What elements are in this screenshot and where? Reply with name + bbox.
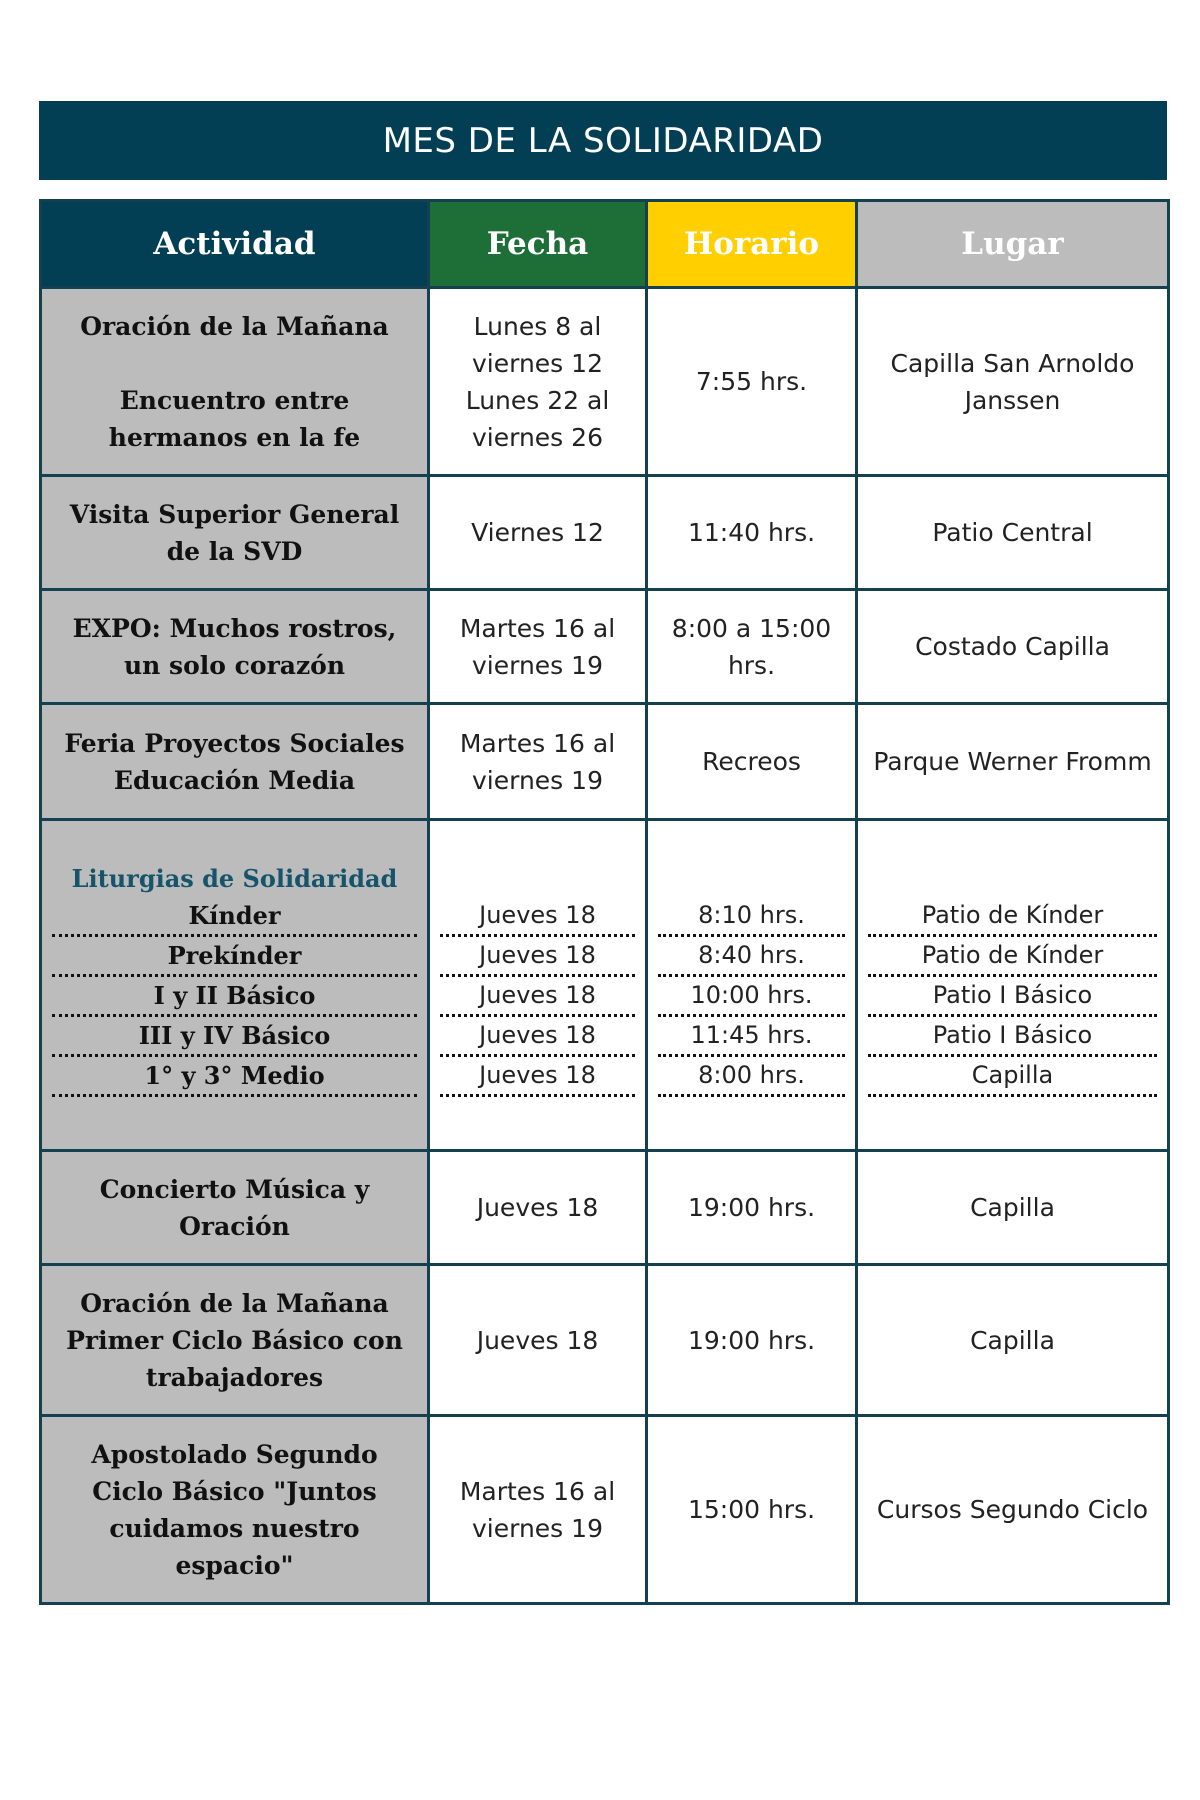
- date-cell: Martes 16 al viernes 19: [429, 1416, 647, 1604]
- liturgia-date: Jueves 18: [440, 937, 635, 977]
- table-header-row: [41, 201, 1169, 288]
- header-horario: Horario: [647, 201, 857, 288]
- page-title: MES DE LA SOLIDARIDAD: [39, 101, 1167, 180]
- activity-name: Encuentro entre hermanos en la fe: [108, 385, 361, 452]
- table-row: [41, 288, 1169, 476]
- activity-cell: Concierto Música y Oración: [41, 1151, 429, 1265]
- place-cell: Capilla: [857, 1151, 1169, 1265]
- liturgia-place: Patio de Kínder: [868, 937, 1157, 977]
- table-row: [41, 1151, 1169, 1265]
- liturgias-row: [41, 820, 1169, 1151]
- table-row: [41, 476, 1169, 590]
- time-cell: 19:00 hrs.: [647, 1151, 857, 1265]
- liturgias-date-cell: [429, 820, 647, 1151]
- date-text: Lunes 8 al viernes 12: [472, 311, 603, 378]
- liturgia-date: Jueves 18: [440, 897, 635, 937]
- activity-cell: Feria Proyectos Sociales Educación Media: [41, 704, 429, 820]
- activity-cell: EXPO: Muchos rostros, un solo corazón: [41, 590, 429, 704]
- liturgia-course: III y IV Básico: [52, 1017, 417, 1057]
- place-cell: Cursos Segundo Ciclo: [857, 1416, 1169, 1604]
- liturgia-date: Jueves 18: [440, 977, 635, 1017]
- activity-cell: Apostolado Segundo Ciclo Básico "Juntos cuidamos nuestro espacio": [41, 1416, 429, 1604]
- liturgia-course: Prekínder: [52, 937, 417, 977]
- table-row: [41, 590, 1169, 704]
- liturgias-time-cell: [647, 820, 857, 1151]
- liturgia-course: I y II Básico: [52, 977, 417, 1017]
- activity-cell: Visita Superior General de la SVD: [41, 476, 429, 590]
- place-cell: Parque Werner Fromm: [857, 704, 1169, 820]
- time-cell: 15:00 hrs.: [647, 1416, 857, 1604]
- place-cell: Costado Capilla: [857, 590, 1169, 704]
- liturgia-place: Patio de Kínder: [868, 897, 1157, 937]
- time-cell: 19:00 hrs.: [647, 1265, 857, 1416]
- date-cell: Viernes 12: [429, 476, 647, 590]
- liturgia-course: Kínder: [52, 897, 417, 937]
- time-cell: 11:40 hrs.: [647, 476, 857, 590]
- date-cell: Martes 16 al viernes 19: [429, 704, 647, 820]
- date-cell: Jueves 18: [429, 1151, 647, 1265]
- place-cell: Patio Central: [857, 476, 1169, 590]
- liturgia-date: Jueves 18: [440, 1017, 635, 1057]
- liturgia-time: 10:00 hrs.: [658, 977, 845, 1017]
- table-row: [41, 1416, 1169, 1604]
- activity-cell: Oración de la Mañana Primer Ciclo Básico con trabajadores: [41, 1265, 429, 1416]
- header-lugar: Lugar: [857, 201, 1169, 288]
- header-fecha: Fecha: [429, 201, 647, 288]
- table-row: [41, 1265, 1169, 1416]
- date-cell: [429, 288, 647, 476]
- time-cell: 7:55 hrs.: [647, 288, 857, 476]
- liturgias-title: Liturgias de Solidaridad: [71, 864, 398, 893]
- place-cell: Capilla San Arnoldo Janssen: [857, 288, 1169, 476]
- header-actividad: Actividad: [41, 201, 429, 288]
- liturgia-time: 8:10 hrs.: [658, 897, 845, 937]
- date-text: Lunes 22 al viernes 26: [465, 385, 610, 452]
- liturgia-course: 1° y 3° Medio: [52, 1057, 417, 1097]
- liturgia-time: 11:45 hrs.: [658, 1017, 845, 1057]
- liturgia-place: Capilla: [868, 1057, 1157, 1097]
- time-cell: 8:00 a 15:00 hrs.: [647, 590, 857, 704]
- liturgia-date: Jueves 18: [440, 1057, 635, 1097]
- place-cell: Capilla: [857, 1265, 1169, 1416]
- date-cell: Jueves 18: [429, 1265, 647, 1416]
- liturgias-place-cell: [857, 820, 1169, 1151]
- activity-name: Oración de la Mañana: [80, 311, 389, 341]
- liturgia-place: Patio I Básico: [868, 1017, 1157, 1057]
- schedule-table: [39, 199, 1170, 1605]
- date-cell: Martes 16 al viernes 19: [429, 590, 647, 704]
- liturgia-time: 8:00 hrs.: [658, 1057, 845, 1097]
- liturgia-time: 8:40 hrs.: [658, 937, 845, 977]
- liturgia-place: Patio I Básico: [868, 977, 1157, 1017]
- table-row: [41, 704, 1169, 820]
- activity-cell: [41, 288, 429, 476]
- time-cell: Recreos: [647, 704, 857, 820]
- liturgias-activity-cell: [41, 820, 429, 1151]
